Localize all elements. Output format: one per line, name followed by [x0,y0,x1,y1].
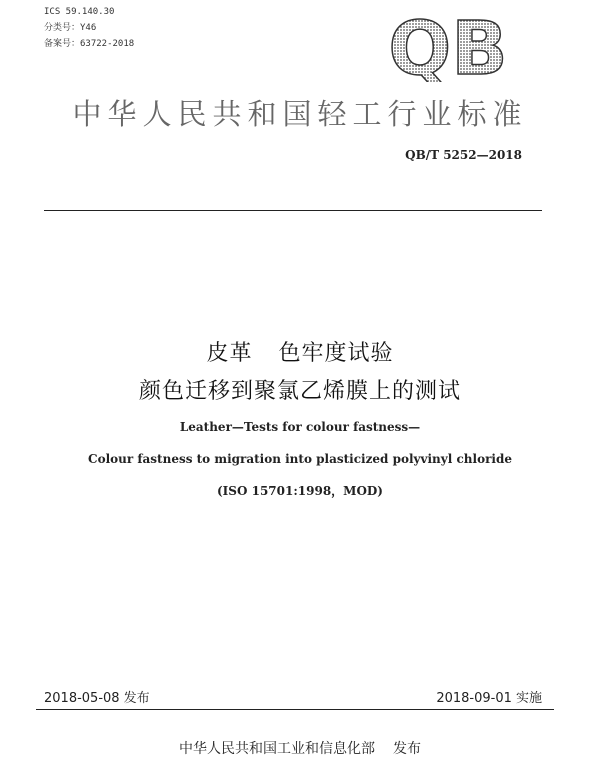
title-chinese-line1 [0,336,600,367]
classification-number: 分类号：Y46 [44,23,97,33]
title-cn-part-b: 色牢度试验 [278,341,394,366]
issuer-action: 发布 [393,741,421,757]
issuer-name: 中华人民共和国工业和信息化部 [179,741,375,757]
logo-text: QB [388,14,508,82]
title-cn-part-a: 皮革 [206,341,253,366]
filing-number: 备案号：63722-2018 [44,39,135,49]
issuer-line [0,738,600,758]
qb-logo-graphic [388,14,508,82]
title-iso-reference: (ISO 15701:1998，MOD) [217,484,383,498]
standard-code: QB/T 5252—2018 [405,148,522,162]
standard-title: 中华人民共和国轻工行业标准 [72,97,528,131]
implement-date: 2018-09-01 实施 [436,691,542,706]
title-english-line2: Colour fastness to migration into plasticized polyvinyl chloride [88,452,512,466]
ics-code: ICS 59.140.30 [44,7,115,17]
footer-divider [36,709,554,710]
header-divider [44,210,542,211]
qb-logo [388,14,508,82]
title-english-line1: Leather—Tests for colour fastness— [179,420,421,434]
publish-date: 2018-05-08 发布 [44,691,150,706]
document-metadata [44,4,134,52]
title-chinese-line2: 颜色迁移到聚氯乙烯膜上的测试 [138,379,461,404]
